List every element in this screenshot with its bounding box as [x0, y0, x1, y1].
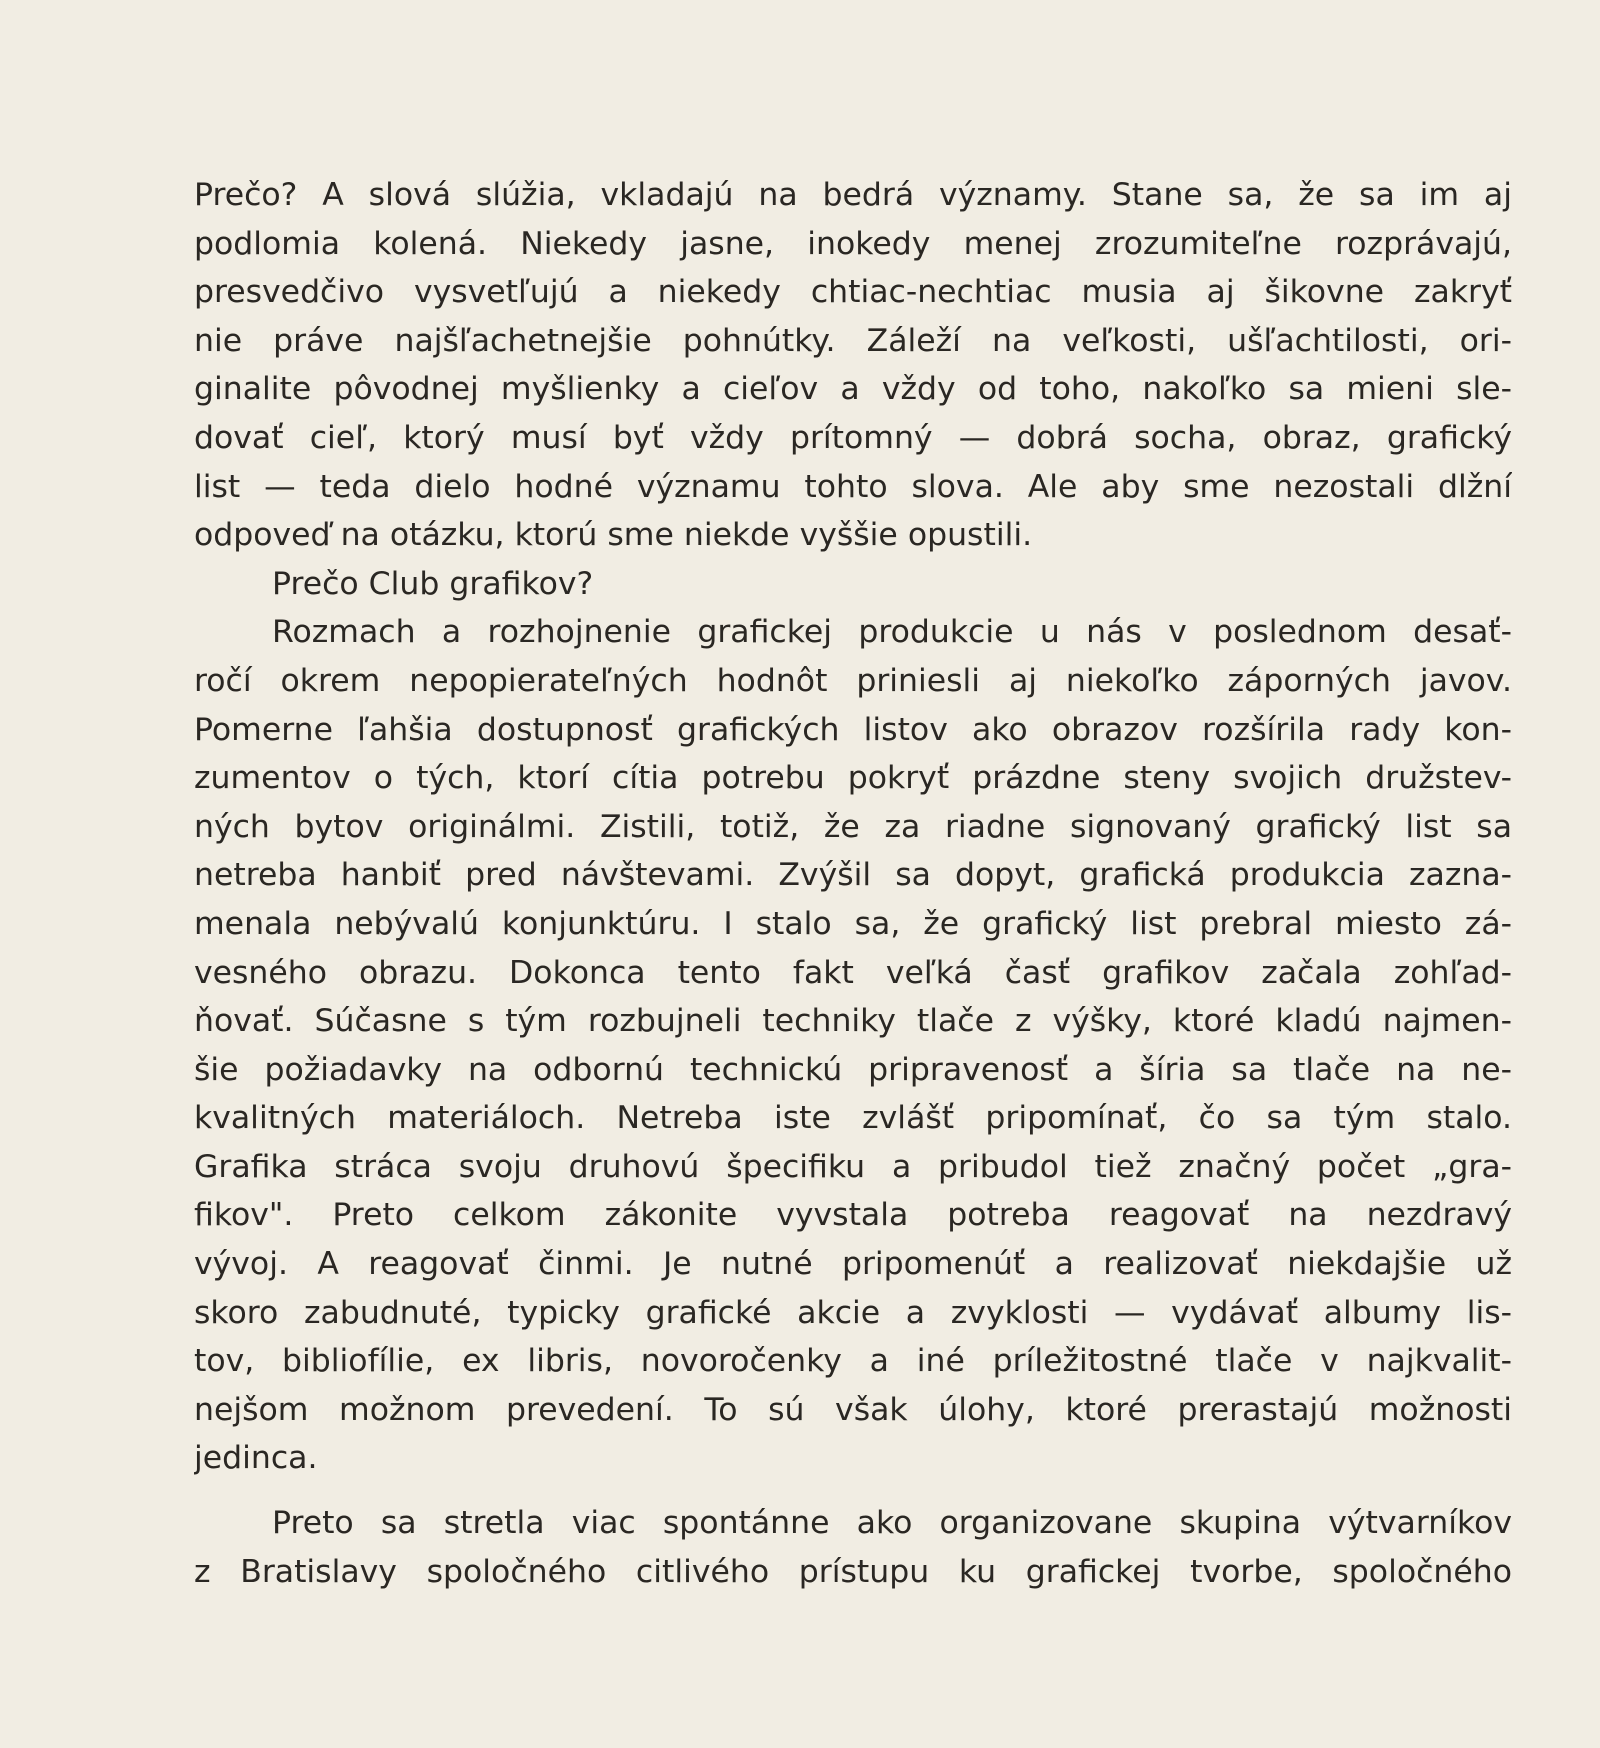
body-text	[194, 171, 1512, 1596]
text-line: vesného obrazu. Dokonca tento fakt veľká časť grafikov začala zohľad-	[194, 954, 1512, 991]
text-line: zumentov o tých, ktorí cítia potrebu pokryť prázdne steny svojich družstev-	[194, 760, 1512, 797]
text-line: fikov". Preto celkom zákonite vyvstala potreba reagovať na nezdravý	[194, 1197, 1512, 1234]
text-line: nie práve najšľachetnejšie pohnútky. Záleží na veľkosti, ušľachtilosti, ori-	[194, 322, 1512, 359]
text-line: presvedčivo vysvetľujú a niekedy chtiac-nechtiac musia aj šikovne zakryť	[194, 274, 1512, 311]
text-line: ročí okrem nepopierateľných hodnôt priniesli aj niekoľko záporných javov.	[194, 662, 1512, 699]
text-line: menala nebývalú konjunktúru. I stalo sa, že grafický list prebral miesto zá-	[194, 905, 1512, 942]
text-line: ných bytov originálmi. Zistili, totiž, že za riadne signovaný grafický list sa	[194, 808, 1512, 845]
text-line: tov, bibliofílie, ex libris, novoročenky a iné príležitostné tlače v najkvalit-	[194, 1343, 1512, 1380]
text-line: nejšom možnom prevedení. To sú však úlohy, ktoré prerastajú možnosti	[194, 1391, 1512, 1428]
text-line: podlomia kolená. Niekedy jasne, inokedy menej zrozumiteľne rozprávajú,	[194, 225, 1512, 262]
paragraph-gap	[194, 1483, 1512, 1499]
text-line: Grafika stráca svoju druhovú špecifiku a pribudol tiež značný počet „gra-	[194, 1148, 1512, 1185]
text-line: kvalitných materiáloch. Netreba iste zvlášť pripomínať, čo sa tým stalo.	[194, 1100, 1512, 1137]
text-line: ňovať. Súčasne s tým rozbujneli techniky tlače z výšky, ktoré kladú najmen-	[194, 1003, 1512, 1040]
text-line: Preto sa stretla viac spontánne ako organizovane skupina výtvarníkov	[272, 1505, 1512, 1542]
text-line: netreba hanbiť pred návštevami. Zvýšil sa dopyt, grafická produkcia zazna-	[194, 857, 1512, 894]
text-line: skoro zabudnuté, typicky grafické akcie a zvyklosti — vydávať albumy lis-	[194, 1294, 1512, 1331]
text-line: dovať cieľ, ktorý musí byť vždy prítomný — dobrá socha, obraz, grafický	[194, 419, 1512, 456]
text-line: Prečo Club grafikov?	[272, 565, 594, 602]
text-line: jedinca.	[194, 1440, 318, 1477]
text-line: šie požiadavky na odbornú technickú pripravenosť a šíria sa tlače na ne-	[194, 1051, 1512, 1088]
text-line: Rozmach a rozhojnenie grafickej produkcie u nás v poslednom desať-	[272, 614, 1512, 651]
text-line: vývoj. A reagovať činmi. Je nutné pripomenúť a realizovať niekdajšie už	[194, 1246, 1512, 1283]
text-line: Prečo? A slová slúžia, vkladajú na bedrá významy. Stane sa, že sa im aj	[194, 177, 1512, 213]
text-line: ginalite pôvodnej myšlienky a cieľov a vždy od toho, nakoľko sa mieni sle-	[194, 371, 1512, 408]
text-line: Pomerne ľahšia dostupnosť grafických listov ako obrazov rozšírila rady kon-	[194, 711, 1512, 748]
text-line: odpoveď na otázku, ktorú sme niekde vyššie opustili.	[194, 517, 1033, 554]
text-line: list — teda dielo hodné významu tohto slova. Ale aby sme nezostali dlžní	[194, 468, 1512, 505]
text-line: z Bratislavy spoločného citlivého prístupu ku grafickej tvorbe, spoločného	[194, 1553, 1512, 1590]
